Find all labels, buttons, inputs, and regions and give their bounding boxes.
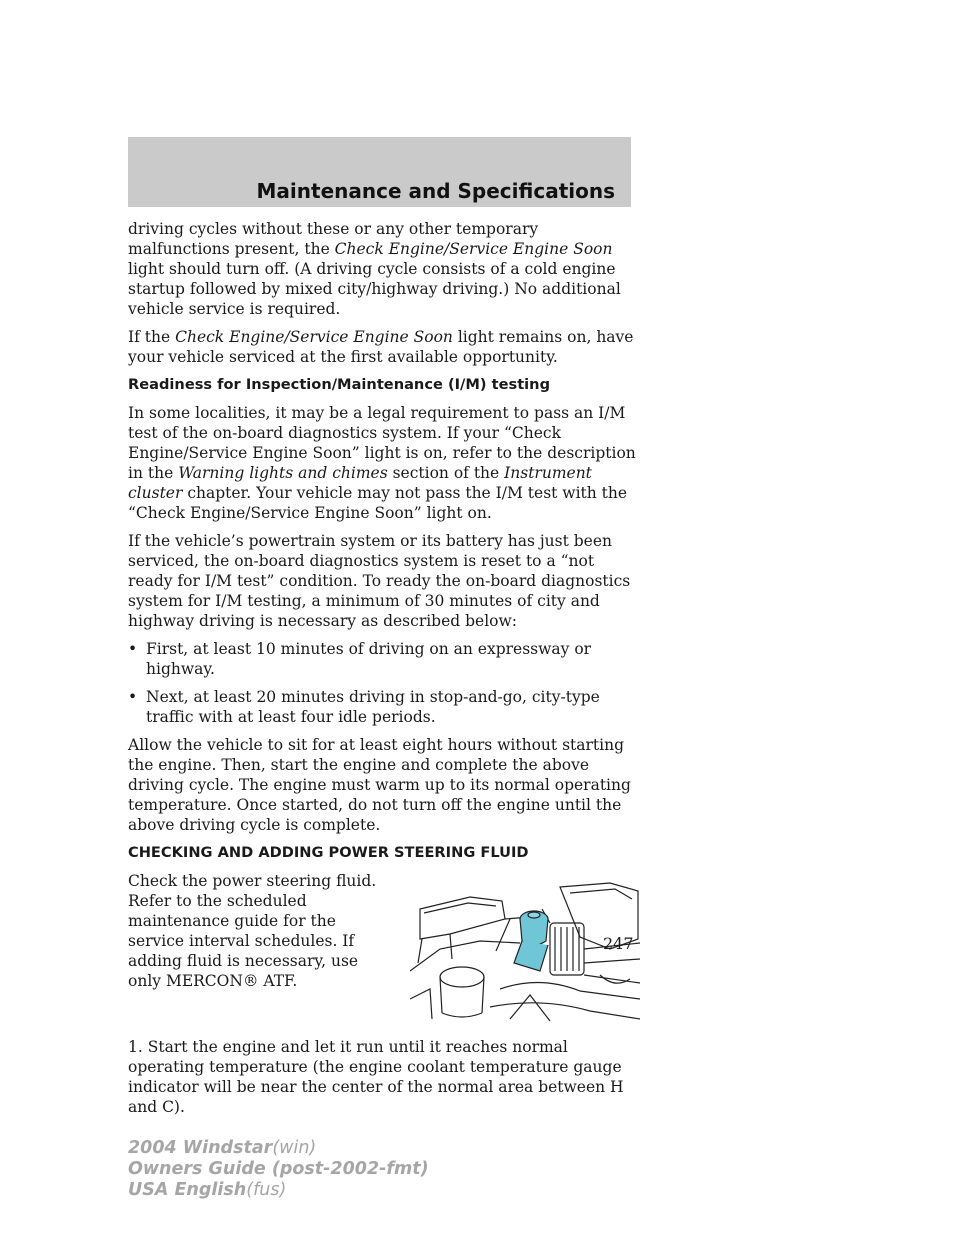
list-item [128, 639, 640, 679]
bullet-icon: • [128, 688, 138, 706]
footer-language: USA English [128, 1180, 247, 1200]
page-number: 247 [603, 934, 634, 953]
footer-model-code: (win) [272, 1138, 317, 1158]
italic-term: Check Engine/Service Engine Soon [175, 328, 453, 346]
paragraph-step-1: 1. Start the engine and let it run until it reaches normal operating temperature (the engine coolant temperature gauge indicator will be near the center of the normal area between H and C). [128, 1038, 624, 1116]
section-title: Maintenance and Specifications [256, 179, 615, 203]
footer-line-2: Owners Guide (post-2002-fmt) [128, 1159, 429, 1179]
list-item-text: First, at least 10 minutes of driving on an expressway or highway. [146, 640, 592, 678]
footer-language-code: (fus) [246, 1180, 287, 1200]
paragraph-im-test-requirement [128, 403, 640, 523]
list-item [128, 687, 640, 727]
text-run: If the [128, 328, 176, 346]
paragraph-light-remains-on [128, 327, 640, 367]
bullet-icon: • [128, 640, 138, 658]
text-run: light should turn off. (A driving cycle consists of a cold engine startup followed by mixed city/highway driving.) No additional vehicle service is required. [128, 260, 621, 318]
text-run: light remains on, have your vehicle serviced at the first available opportunity. [128, 328, 634, 366]
page-content [128, 219, 640, 1125]
power-steering-section [128, 871, 640, 1025]
heading-power-steering: CHECKING AND ADDING POWER STEERING FLUID [128, 844, 529, 861]
paragraph-driving-cycles [128, 219, 640, 319]
italic-term: Check Engine/Service Engine Soon [334, 240, 613, 258]
paragraph-allow-vehicle-sit: Allow the vehicle to sit for at least eight hours without starting the engine. Then, start the engine and complete the above driving cycle. The engine must warm up to its normal operating temperature. Once started, do not turn off the engine until the above driving cycle is complete. [128, 736, 631, 834]
paragraph-powertrain-reset: If the vehicle’s powertrain system or its battery has just been serviced, the on-board diagnostics system is reset to a “not ready for I/M test” condition. To ready the on-board diagnostics system for I/M testing, a minimum of 30 minutes of city and highway driving is necessary as described below: [128, 532, 631, 630]
document-footer [128, 1138, 429, 1201]
text-run: section of the [387, 464, 505, 482]
heading-im-testing: Readiness for Inspection/Maintenance (I/M) testing [128, 376, 551, 393]
text-run: chapter. Your vehicle may not pass the I/M test with the “Check Engine/Service Engine Soon” light on. [128, 484, 628, 522]
italic-term: Instrument cluster [128, 464, 592, 502]
italic-term: Warning lights and chimes [178, 464, 388, 482]
list-item-text: Next, at least 20 minutes driving in stop-and-go, city-type traffic with at least four idle periods. [146, 688, 600, 726]
text-run: In some localities, it may be a legal requirement to pass an I/M test of the on-board diagnostics system. If your “Check Engine/Service Engine Soon” light is on, refer to the description in the [128, 404, 636, 482]
text-run: driving cycles without these or any other temporary malfunctions present, the [128, 220, 539, 258]
paragraph-check-fluid: Check the power steering fluid. Refer to the scheduled maintenance guide for the service interval schedules. If adding fluid is necessary, use only MERCON® ATF. [128, 872, 377, 990]
section-header-band [128, 137, 631, 207]
footer-line-3 [128, 1180, 429, 1201]
footer-model: 2004 Windstar [128, 1138, 273, 1158]
footer-line-1 [128, 1138, 429, 1159]
